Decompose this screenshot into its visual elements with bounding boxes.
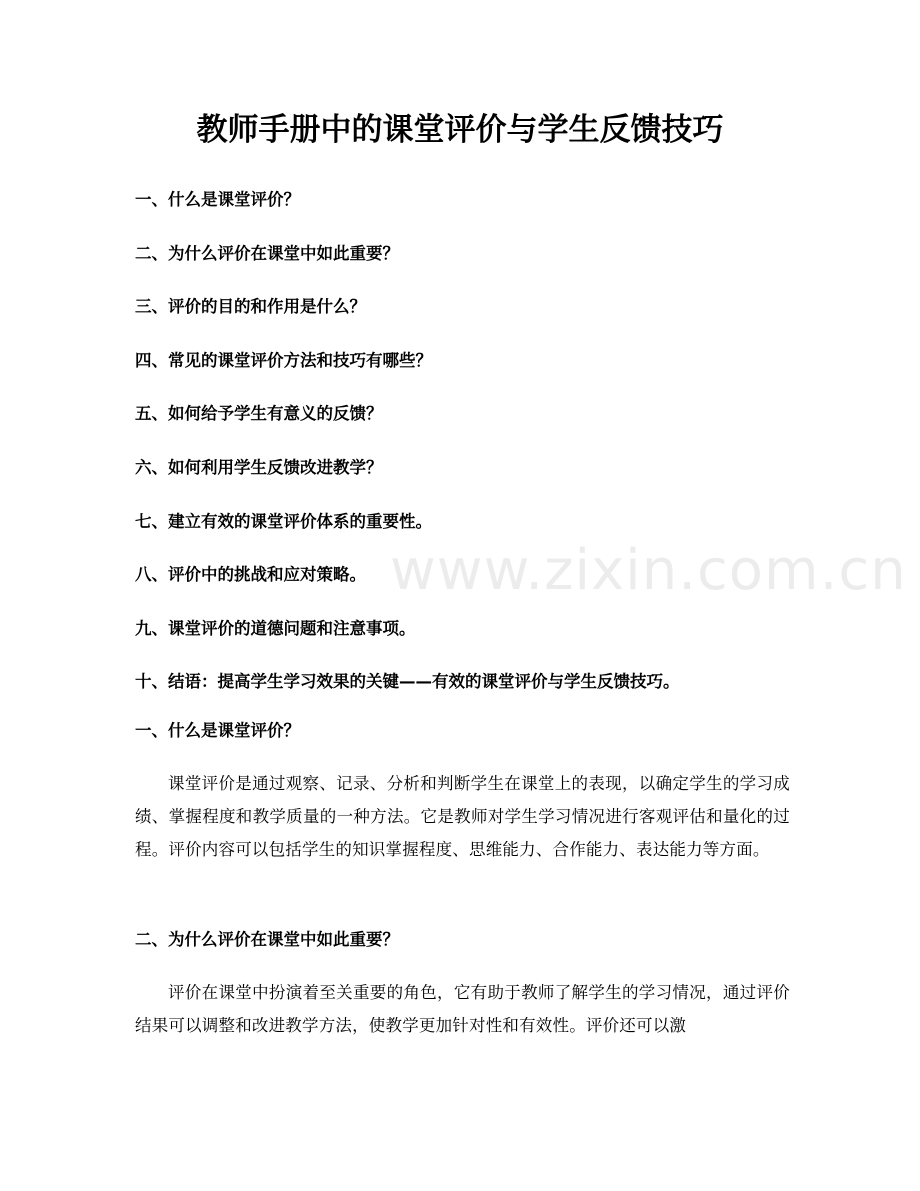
document-title: 教师手册中的课堂评价与学生反馈技巧 [196, 112, 724, 148]
toc-item: 二、为什么评价在课堂中如此重要？ [135, 243, 399, 263]
toc-item: 三、评价的目的和作用是什么？ [135, 297, 366, 317]
toc-item: 九、课堂评价的道德问题和注意事项。 [135, 618, 416, 638]
toc-item: 七、建立有效的课堂评价体系的重要性。 [135, 511, 432, 531]
watermark: www.zixin.com.cn [390, 538, 907, 603]
table-of-contents [135, 184, 795, 720]
toc-item: 五、如何给予学生有意义的反馈？ [135, 404, 383, 424]
toc-item: 八、评价中的挑战和应对策略。 [135, 565, 366, 585]
toc-item: 一、什么是课堂评价？ [135, 190, 300, 209]
toc-item: 四、常见的课堂评价方法和技巧有哪些？ [135, 350, 432, 370]
toc-item: 六、如何利用学生反馈改进教学？ [135, 457, 383, 477]
section-what-is-assessment [135, 715, 790, 867]
section-heading: 一、什么是课堂评价？ [135, 721, 300, 740]
section-body: 评价在课堂中扮演着至关重要的角色，它有助于教师了解学生的学习情况，通过评价结果可以调整和改进教学方法，使教学更加针对性和有效性。评价还可以激 [135, 983, 790, 1036]
section-why-assessment-important [135, 924, 790, 1042]
section-heading: 二、为什么评价在课堂中如此重要？ [135, 930, 399, 949]
section-body: 课堂评价是通过观察、记录、分析和判断学生在课堂上的表现，以确定学生的学习成绩、掌握程度和教学质量的一种方法。它是教师对学生学习情况进行客观评估和量化的过程。评价内容可以包括学生的知识掌握程度、思维能力、合作能力、表达能力等方面。 [135, 774, 790, 860]
toc-item: 十、结语：提高学生学习效果的关键——有效的课堂评价与学生反馈技巧。 [135, 672, 680, 692]
